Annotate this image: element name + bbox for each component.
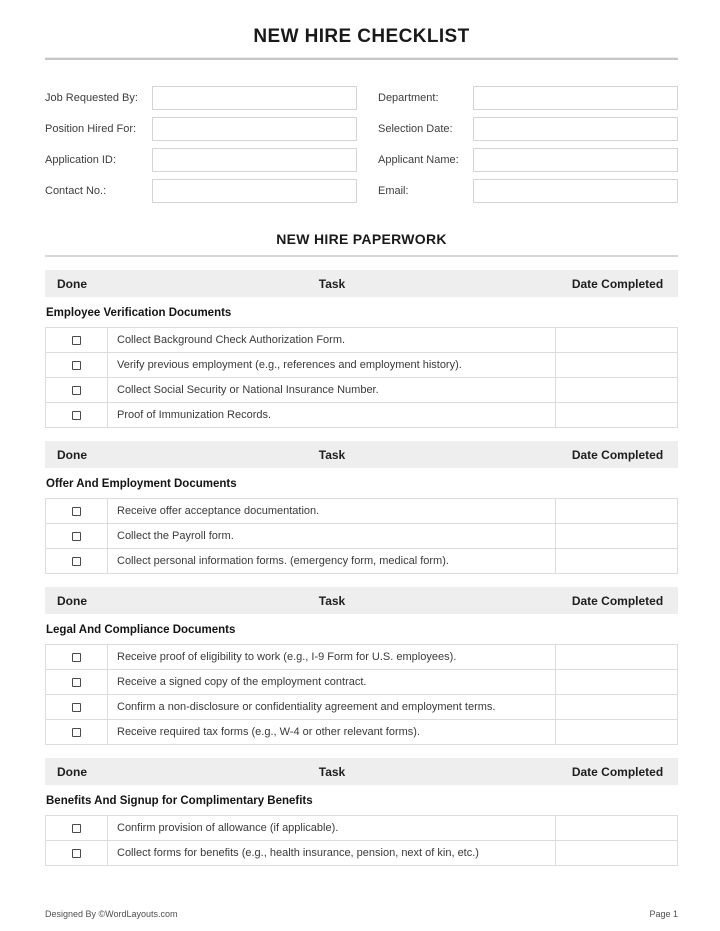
form-row-applicant-name [378,148,678,172]
done-cell [46,816,108,840]
form-row-application-id [45,148,357,172]
form-row-email [378,179,678,203]
done-cell [46,549,108,573]
done-cell [46,403,108,427]
task-text: Collect Social Security or National Insurance Number. [108,378,556,402]
date-completed-cell[interactable] [556,549,677,573]
title-divider [45,57,678,60]
done-cell [46,524,108,548]
form-label-job-requested-by: Job Requested By: [45,92,138,104]
done-checkbox[interactable] [72,824,81,833]
table-header [45,758,678,785]
section-title-employee-verification-documents: Employee Verification Documents [46,307,232,319]
column-header-done: Done [57,276,87,291]
date-completed-cell[interactable] [556,378,677,402]
form-row-department [378,86,678,110]
column-header-date-completed: Date Completed [571,593,664,608]
task-text: Receive proof of eligibility to work (e.g., I-9 Form for U.S. employees). [108,645,556,669]
task-row [45,353,678,378]
task-row [45,549,678,574]
done-checkbox[interactable] [72,507,81,516]
done-checkbox[interactable] [72,849,81,858]
task-text: Receive offer acceptance documentation. [108,499,556,523]
form-row-job-requested-by [45,86,357,110]
date-completed-cell[interactable] [556,353,677,377]
form-label-department: Department: [378,92,439,104]
column-header-task: Task [318,764,346,779]
done-cell [46,353,108,377]
task-row [45,378,678,403]
contact-no-input[interactable] [152,179,357,203]
page-footer [45,909,678,919]
form-label-position-hired-for: Position Hired For: [45,123,137,135]
done-cell [46,670,108,694]
date-completed-cell[interactable] [556,670,677,694]
applicant-name-input[interactable] [473,148,678,172]
email-input[interactable] [473,179,678,203]
task-text: Receive a signed copy of the employment contract. [108,670,556,694]
date-completed-cell[interactable] [556,695,677,719]
position-hired-for-input[interactable] [152,117,357,141]
form-row-contact-no [45,179,357,203]
page-number: Page 1 [649,909,678,919]
task-row [45,670,678,695]
section-title-benefits-and-signup-for-complimentary-benefits: Benefits And Signup for Complimentary Benefits [46,795,313,807]
column-header-date-completed: Date Completed [571,276,664,291]
column-header-task: Task [318,447,346,462]
table-header [45,441,678,468]
done-checkbox[interactable] [72,411,81,420]
done-checkbox[interactable] [72,678,81,687]
task-table [45,327,678,428]
selection-date-input[interactable] [473,117,678,141]
table-header [45,587,678,614]
done-cell [46,695,108,719]
date-completed-cell[interactable] [556,328,677,352]
done-checkbox[interactable] [72,728,81,737]
done-checkbox[interactable] [72,653,81,662]
task-row [45,524,678,549]
date-completed-cell[interactable] [556,816,677,840]
info-form [45,86,678,203]
task-table [45,644,678,745]
done-cell [46,645,108,669]
section-title-offer-and-employment-documents: Offer And Employment Documents [46,478,237,490]
task-row [45,328,678,353]
date-completed-cell[interactable] [556,841,677,865]
column-header-date-completed: Date Completed [571,764,664,779]
date-completed-cell[interactable] [556,645,677,669]
task-row [45,499,678,524]
task-text: Confirm provision of allowance (if applicable). [108,816,556,840]
section-title-legal-and-compliance-documents: Legal And Compliance Documents [46,624,236,636]
column-header-task: Task [318,276,346,291]
done-checkbox[interactable] [72,703,81,712]
column-header-done: Done [57,447,87,462]
form-label-email: Email: [378,185,409,197]
column-header-task: Task [318,593,346,608]
done-checkbox[interactable] [72,336,81,345]
form-label-contact-no: Contact No.: [45,185,107,197]
done-cell [46,841,108,865]
done-checkbox[interactable] [72,386,81,395]
task-row [45,720,678,745]
column-header-done: Done [57,764,87,779]
job-requested-by-input[interactable] [152,86,357,110]
column-header-date-completed: Date Completed [571,447,664,462]
task-row [45,841,678,866]
date-completed-cell[interactable] [556,403,677,427]
task-table [45,815,678,866]
task-text: Receive required tax forms (e.g., W-4 or other relevant forms). [108,720,556,744]
paperwork-divider [45,255,678,257]
form-label-selection-date: Selection Date: [378,123,453,135]
application-id-input[interactable] [152,148,357,172]
done-checkbox[interactable] [72,361,81,370]
form-row-selection-date [378,117,678,141]
task-row [45,403,678,428]
task-text: Collect personal information forms. (emergency form, medical form). [108,549,556,573]
done-cell [46,720,108,744]
date-completed-cell[interactable] [556,524,677,548]
department-input[interactable] [473,86,678,110]
page-title: NEW HIRE CHECKLIST [253,26,470,47]
paperwork-heading: NEW HIRE PAPERWORK [276,231,447,247]
task-text: Collect forms for benefits (e.g., health insurance, pension, next of kin, etc.) [108,841,556,865]
done-cell [46,499,108,523]
task-table [45,498,678,574]
date-completed-cell[interactable] [556,720,677,744]
date-completed-cell[interactable] [556,499,677,523]
task-row [45,645,678,670]
column-header-done: Done [57,593,87,608]
done-checkbox[interactable] [72,532,81,541]
task-text: Verify previous employment (e.g., references and employment history). [108,353,556,377]
form-label-application-id: Application ID: [45,154,116,166]
form-label-applicant-name: Applicant Name: [378,154,459,166]
done-cell [46,378,108,402]
done-cell [46,328,108,352]
table-header [45,270,678,297]
task-text: Collect the Payroll form. [108,524,556,548]
task-text: Proof of Immunization Records. [108,403,556,427]
credit-text: Designed By ©WordLayouts.com [45,909,178,919]
task-text: Confirm a non-disclosure or confidentiality agreement and employment terms. [108,695,556,719]
task-row [45,695,678,720]
done-checkbox[interactable] [72,557,81,566]
checklist-sections [45,270,678,866]
form-row-position-hired-for [45,117,357,141]
task-text: Collect Background Check Authorization Form. [108,328,556,352]
task-row [45,816,678,841]
